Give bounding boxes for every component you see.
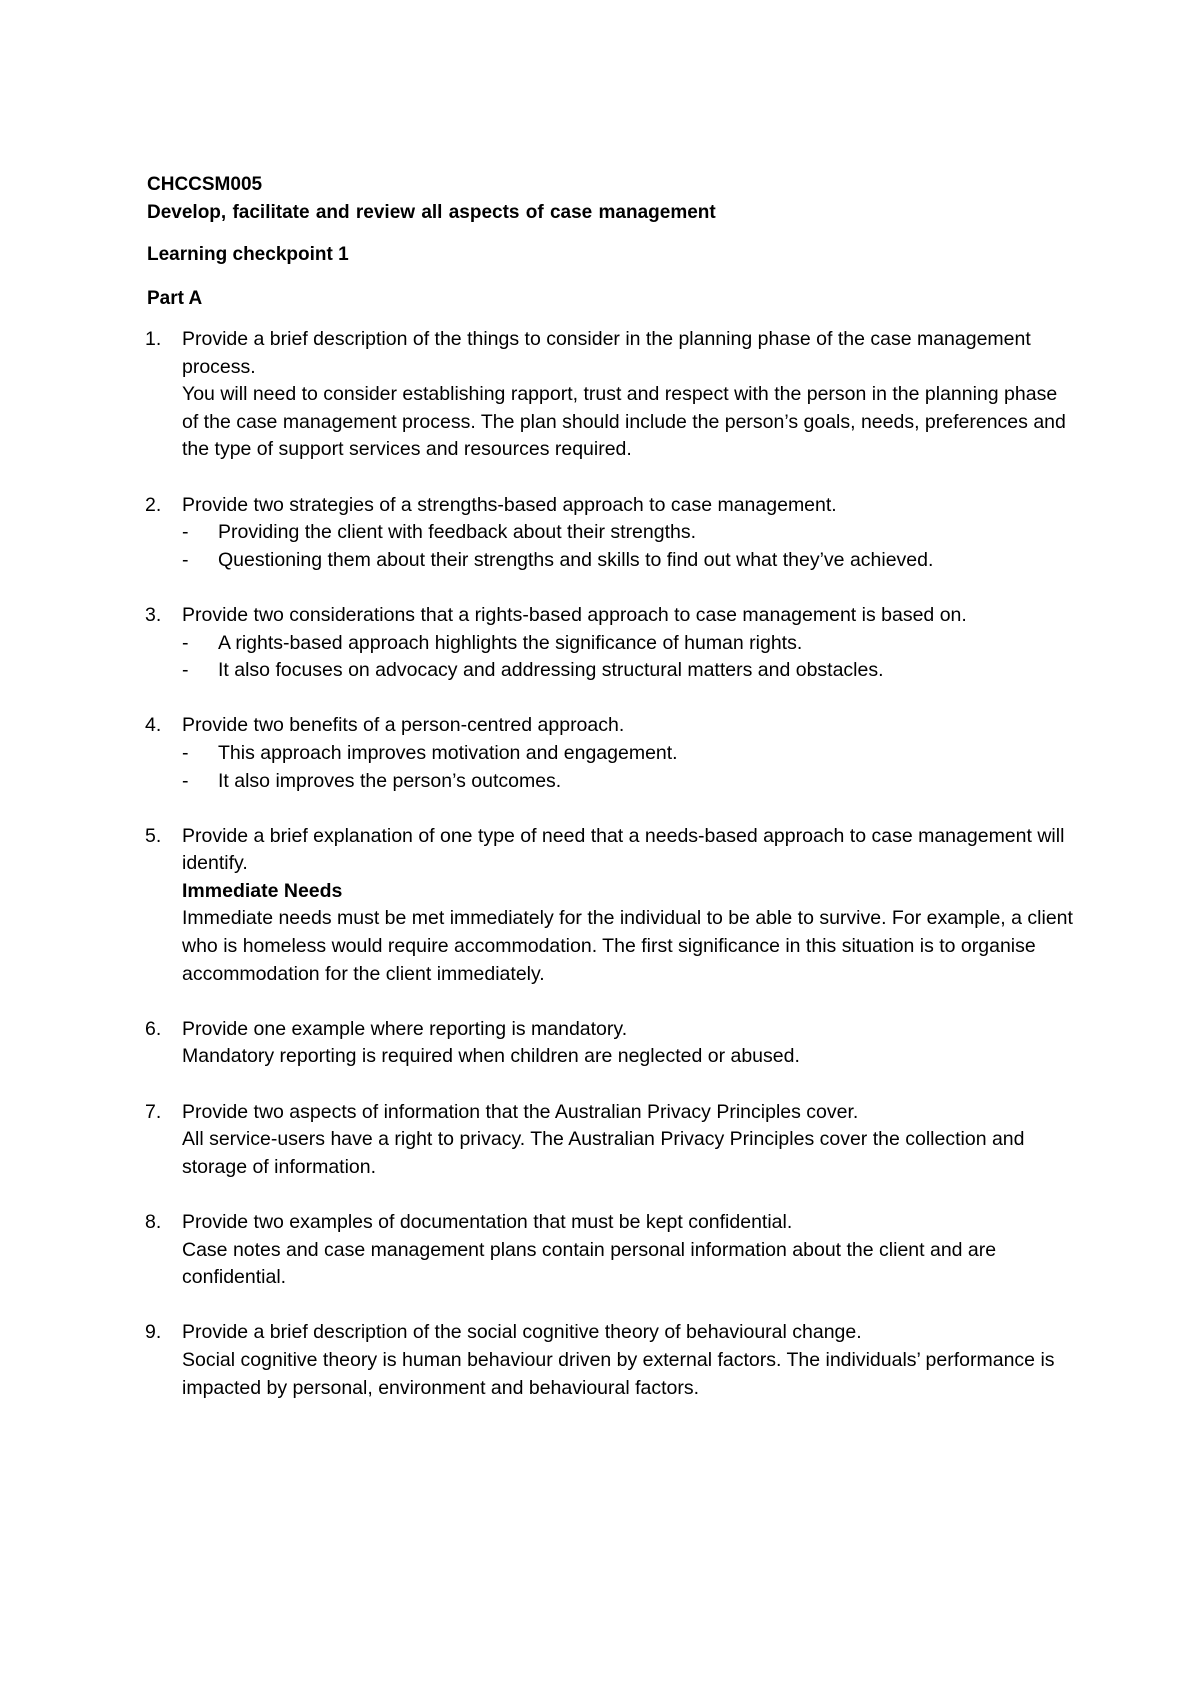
bullet-text: A rights-based approach highlights the significance of human rights. [218, 631, 803, 654]
question-prompt: Provide two benefits of a person-centred approach. [182, 714, 625, 737]
bullet-marker: - [182, 769, 189, 792]
bullet-marker: - [182, 659, 189, 682]
answer-bullet [182, 630, 1077, 658]
answer-text: Social cognitive theory is human behaviour driven by external factors. The individuals’ performance is impacted by personal, environment and behavioural factors. [182, 1348, 1055, 1399]
question-number: 9. [145, 1321, 162, 1344]
unit-code: CHCCSM005 [147, 174, 263, 195]
part-heading: Part A [147, 288, 203, 309]
question-item [147, 712, 1077, 795]
answer-bullet [182, 768, 1077, 796]
question-prompt: Provide two strategies of a strengths-based approach to case management. [182, 493, 837, 516]
checkpoint-heading: Learning checkpoint 1 [147, 244, 349, 265]
unit-title: Develop, facilitate and review all aspects of case management [147, 202, 716, 223]
bullet-text: Questioning them about their strengths and skills to find out what they’ve achieved. [218, 548, 934, 571]
bullet-marker: - [182, 548, 189, 571]
answer-text: Case notes and case management plans contain personal information about the client and are confidential. [182, 1238, 997, 1289]
document-page [147, 172, 1077, 1430]
answer-bullets [182, 519, 1077, 574]
question-item [147, 1209, 1077, 1292]
answer-bullets [182, 630, 1077, 685]
answer-text: Immediate needs must be met immediately for the individual to be able to survive. For example, a client who is homeless would require accommodation. The first significance in this situation is to organise accommodation for the client immediately. [182, 907, 1073, 985]
question-number: 8. [145, 1211, 162, 1233]
answer-bullets [182, 740, 1077, 795]
question-item [147, 602, 1077, 685]
question-prompt: Provide one example where reporting is mandatory. [182, 1017, 628, 1040]
question-prompt: Provide a brief description of the social cognitive theory of behavioural change. [182, 1321, 862, 1344]
question-prompt: Provide a brief explanation of one type of need that a needs-based approach to case management will identify. [182, 824, 1065, 875]
question-prompt: Provide a brief description of the things to consider in the planning phase of the case management process. [182, 328, 1031, 378]
answer-text: Mandatory reporting is required when children are neglected or abused. [182, 1045, 800, 1068]
question-prompt: Provide two examples of documentation that must be kept confidential. [182, 1211, 793, 1233]
question-list [147, 326, 1077, 1402]
question-item [147, 823, 1077, 989]
question-number: 6. [145, 1017, 162, 1040]
question-item [147, 326, 1077, 464]
answer-bullet [182, 519, 1077, 547]
answer-text: You will need to consider establishing rapport, trust and respect with the person in the planning phase of the case management process. The plan should include the person’s goals, needs, preferences and the type of support services and resources required. [182, 383, 1066, 461]
question-number: 1. [145, 328, 162, 350]
question-item [147, 1016, 1077, 1071]
question-number: 2. [145, 493, 162, 516]
question-number: 4. [145, 714, 162, 737]
answer-bullet [182, 740, 1077, 768]
answer-bullet [182, 547, 1077, 575]
question-item [147, 1319, 1077, 1402]
answer-heading: Immediate Needs [182, 879, 343, 902]
question-number: 7. [145, 1100, 162, 1123]
bullet-text: It also improves the person’s outcomes. [218, 769, 562, 792]
answer-text: All service-users have a right to privacy. The Australian Privacy Principles cover the collection and storage of information. [182, 1128, 1025, 1178]
bullet-marker: - [182, 521, 189, 544]
bullet-text: It also focuses on advocacy and addressing structural matters and obstacles. [218, 659, 884, 682]
question-prompt: Provide two considerations that a rights-based approach to case management is based on. [182, 603, 967, 626]
question-item [147, 492, 1077, 575]
question-prompt: Provide two aspects of information that the Australian Privacy Principles cover. [182, 1100, 859, 1123]
question-number: 5. [145, 824, 162, 847]
question-number: 3. [145, 603, 162, 626]
answer-bullet [182, 657, 1077, 685]
bullet-marker: - [182, 741, 189, 764]
question-item [147, 1099, 1077, 1182]
bullet-marker: - [182, 631, 189, 654]
bullet-text: This approach improves motivation and engagement. [218, 741, 678, 764]
bullet-text: Providing the client with feedback about their strengths. [218, 521, 697, 544]
